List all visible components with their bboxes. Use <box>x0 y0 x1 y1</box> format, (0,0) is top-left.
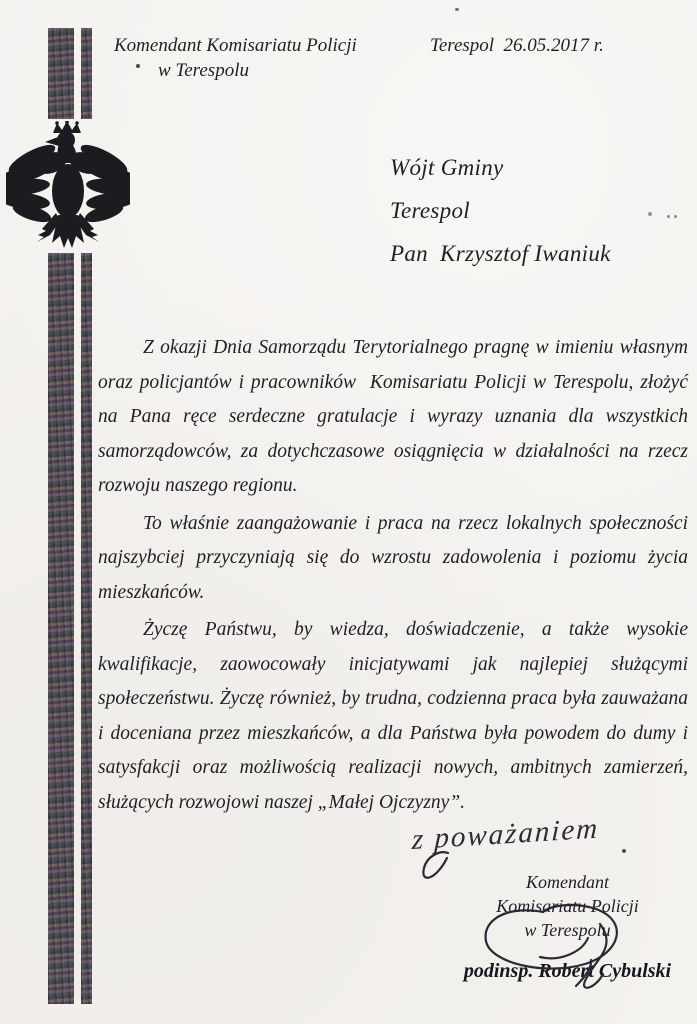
ribbon-stripe-thin-bottom <box>81 253 92 1004</box>
signatory-name: podinsp. Robert Cybulski <box>463 960 672 982</box>
sender-line-1: Komendant Komisariatu Policji <box>114 35 357 56</box>
ribbon-stripe-thin-top <box>81 28 92 119</box>
letter-body <box>98 331 688 820</box>
handwritten-valediction: z poważaniem <box>411 812 600 857</box>
scan-speck <box>622 849 626 853</box>
signature-title-line-1: Komendant <box>526 872 609 892</box>
signature-title-line-2: Komisariatu Policji <box>496 896 639 916</box>
scan-speck <box>455 8 459 11</box>
recipient-line-1: Wójt Gminy <box>390 155 504 180</box>
scan-speck <box>648 212 652 216</box>
sender-block <box>114 33 357 83</box>
recipient-block <box>390 146 611 275</box>
paragraph-3: Życzę Państwu, by wiedza, doświadczenie, a także wysokie kwalifikacje, zaowocowały inicjatywami jak najlepiej służącymi społeczeństwu. Życzę również, by trudna, codzienna praca była zauważana i doceniana przez mieszkańców, a dla Państwa była powodem do dumy i satysfakcji oraz możliwością realizacji nowych, ambitnych zamierzeń, służących rozwojowi naszej „Małej Ojczyzny”. <box>98 619 688 813</box>
scan-speck <box>667 215 670 218</box>
signature-title-block <box>470 870 665 942</box>
recipient-line-2: Terespol <box>390 198 470 223</box>
sender-line-2: w Terespolu <box>158 60 249 81</box>
polish-eagle-emblem-icon <box>6 121 130 261</box>
ribbon-stripe-wide-top <box>48 28 74 119</box>
ribbon-stripe-wide-bottom <box>48 253 74 1004</box>
scan-speck <box>674 215 677 218</box>
scan-speck <box>136 64 140 68</box>
paragraph-2: To właśnie zaangażowanie i praca na rzecz lokalnych społeczności najszybciej przyczyniają się do wzrostu zadowolenia i poziomu życia mieszkańców. <box>98 512 688 603</box>
signature-title-line-3: w Terespolu <box>524 920 611 940</box>
recipient-line-3: Pan Krzysztof Iwaniuk <box>390 241 611 266</box>
dateline: Terespol 26.05.2017 r. <box>430 35 604 56</box>
paragraph-1: Z okazji Dnia Samorządu Terytorialnego pragnę w imieniu własnym oraz policjantów i pracowników Komisariatu Policji w Terespolu, złożyć na Pana ręce serdeczne gratulacje i wyrazy uznania dla wszystkich samorządowców, za dotychczasowe osiągnięcia w działalności na rzecz rozwoju naszego regionu. <box>98 337 688 496</box>
